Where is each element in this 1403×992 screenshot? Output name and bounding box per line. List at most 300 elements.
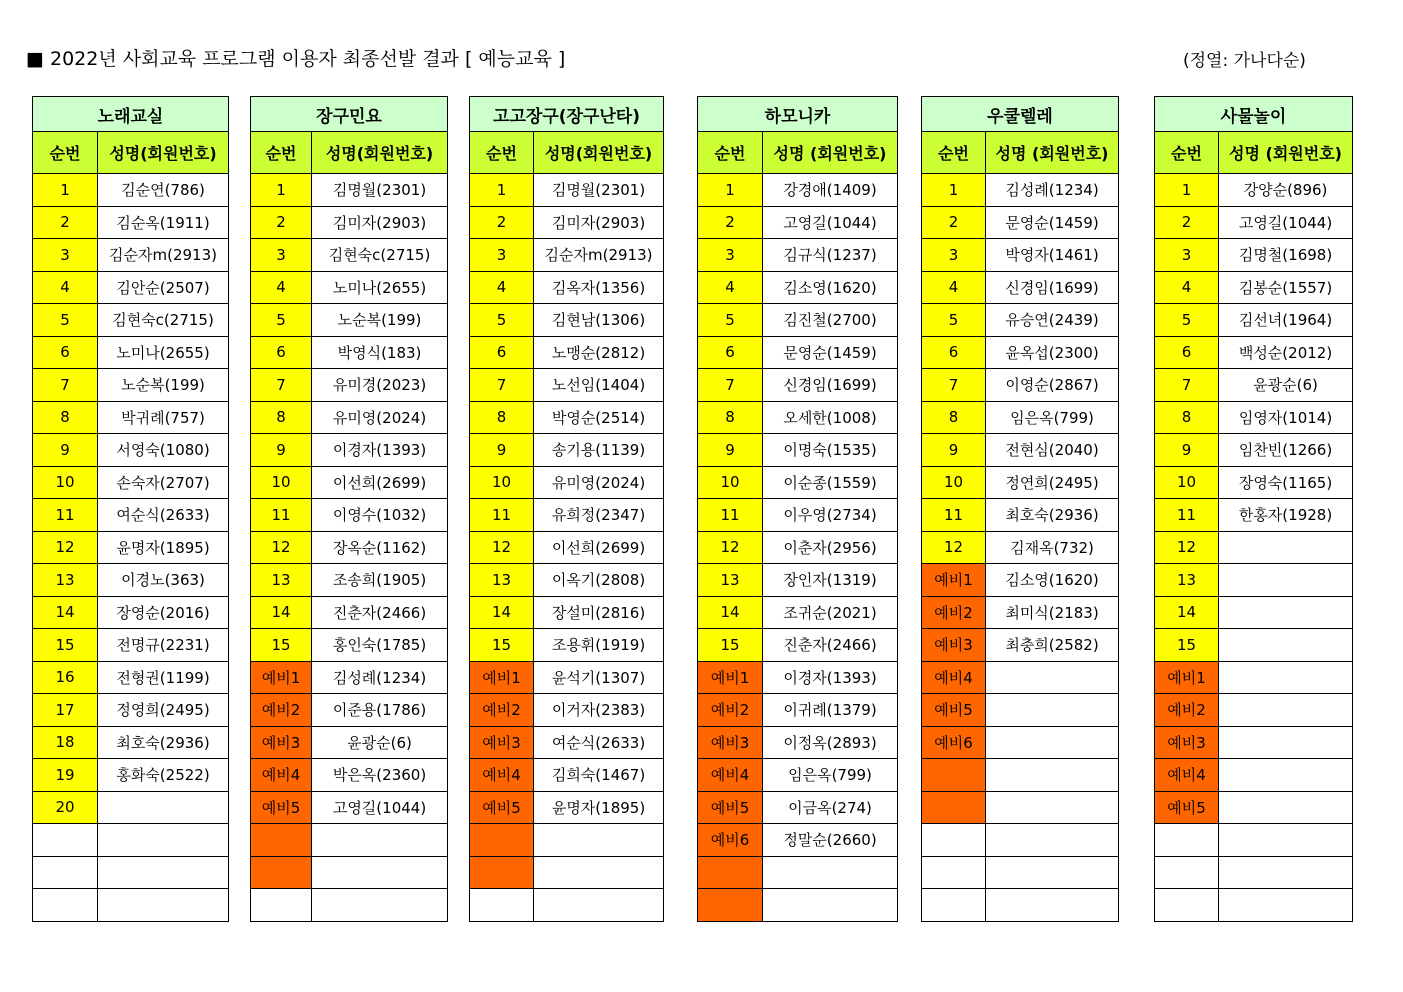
table-row [33, 791, 229, 824]
row-number: 6 [470, 336, 534, 369]
row-number: 예비2 [470, 694, 534, 727]
table-row [698, 564, 898, 597]
member-name: 김선녀(1964) [1219, 304, 1353, 337]
row-number: 13 [251, 564, 312, 597]
table-row [470, 531, 664, 564]
row-number: 7 [698, 369, 763, 402]
member-name: 전형권(1199) [98, 661, 229, 694]
table-row [698, 369, 898, 402]
table-row [698, 824, 898, 857]
table-row [1155, 271, 1353, 304]
table-row [251, 726, 448, 759]
member-name: 유미경(2023) [312, 369, 448, 402]
member-name: 신경임(1699) [986, 271, 1119, 304]
table-row [33, 271, 229, 304]
table-row [1155, 759, 1353, 792]
row-number: 9 [470, 434, 534, 467]
table-row [251, 271, 448, 304]
row-number: 4 [251, 271, 312, 304]
table-row [922, 336, 1119, 369]
member-name: 박귀례(757) [98, 401, 229, 434]
table-row [1155, 206, 1353, 239]
member-name: 강경애(1409) [763, 174, 898, 207]
member-name: 조송희(1905) [312, 564, 448, 597]
member-name: 김진철(2700) [763, 304, 898, 337]
row-number: 8 [922, 401, 986, 434]
member-name: 이영수(1032) [312, 499, 448, 532]
member-name: 김옥자(1356) [534, 271, 664, 304]
row-number [1155, 889, 1219, 922]
member-name: 임은옥(799) [986, 401, 1119, 434]
table-row [251, 206, 448, 239]
row-number: 8 [33, 401, 98, 434]
member-name [986, 661, 1119, 694]
row-number: 3 [470, 239, 534, 272]
member-name: 서영숙(1080) [98, 434, 229, 467]
table-row [1155, 629, 1353, 662]
row-number: 2 [470, 206, 534, 239]
member-name: 이영순(2867) [986, 369, 1119, 402]
row-number: 19 [33, 759, 98, 792]
row-number: 예비4 [698, 759, 763, 792]
row-number: 예비5 [251, 791, 312, 824]
row-number: 3 [251, 239, 312, 272]
table-row [698, 694, 898, 727]
row-number: 예비5 [1155, 791, 1219, 824]
member-name: 최미식(2183) [986, 596, 1119, 629]
row-number: 12 [251, 531, 312, 564]
row-number: 2 [698, 206, 763, 239]
row-number: 4 [1155, 271, 1219, 304]
table-row [251, 239, 448, 272]
member-name: 장설미(2816) [534, 596, 664, 629]
member-name: 정말순(2660) [763, 824, 898, 857]
member-name [986, 889, 1119, 922]
row-number: 9 [922, 434, 986, 467]
table-row [698, 531, 898, 564]
member-name: 이선희(2699) [534, 531, 664, 564]
table-row [922, 239, 1119, 272]
member-name [1219, 824, 1353, 857]
table-row [470, 434, 664, 467]
table-row [251, 694, 448, 727]
row-number: 11 [922, 499, 986, 532]
member-name: 김명월(2301) [534, 174, 664, 207]
row-number: 예비3 [470, 726, 534, 759]
row-number [1155, 856, 1219, 889]
member-name: 유희정(2347) [534, 499, 664, 532]
table-row [698, 401, 898, 434]
table-row [251, 791, 448, 824]
member-name [534, 889, 664, 922]
row-number: 예비3 [1155, 726, 1219, 759]
table-row [251, 369, 448, 402]
table-row [1155, 824, 1353, 857]
table-row [922, 434, 1119, 467]
row-number: 예비5 [698, 791, 763, 824]
member-name [98, 791, 229, 824]
table-row [251, 889, 448, 922]
table-row [251, 304, 448, 337]
table-row [698, 466, 898, 499]
row-number: 3 [1155, 239, 1219, 272]
member-name: 이명숙(1535) [763, 434, 898, 467]
member-name: 김규식(1237) [763, 239, 898, 272]
member-name: 노선임(1404) [534, 369, 664, 402]
table-row [33, 304, 229, 337]
row-number: 예비1 [1155, 661, 1219, 694]
row-number [1155, 824, 1219, 857]
table-row [1155, 694, 1353, 727]
member-name [986, 856, 1119, 889]
row-number: 15 [698, 629, 763, 662]
row-number: 5 [470, 304, 534, 337]
table-row [698, 889, 898, 922]
table-row [1155, 564, 1353, 597]
table-row [1155, 856, 1353, 889]
member-name: 윤명자(1895) [534, 791, 664, 824]
member-name: 김미자(2903) [534, 206, 664, 239]
table-row [33, 369, 229, 402]
row-number: 13 [1155, 564, 1219, 597]
member-name [312, 889, 448, 922]
member-name: 홍인숙(1785) [312, 629, 448, 662]
member-name [534, 856, 664, 889]
row-number: 10 [470, 466, 534, 499]
row-number: 2 [33, 206, 98, 239]
row-number [33, 824, 98, 857]
member-name [986, 824, 1119, 857]
member-name: 문영순(1459) [986, 206, 1119, 239]
member-name [1219, 596, 1353, 629]
member-name [986, 694, 1119, 727]
row-number: 6 [33, 336, 98, 369]
table-row [33, 499, 229, 532]
table-row [33, 759, 229, 792]
member-name: 전명규(2231) [98, 629, 229, 662]
member-name: 박은옥(2360) [312, 759, 448, 792]
row-number: 예비1 [470, 661, 534, 694]
member-name: 백성순(2012) [1219, 336, 1353, 369]
row-number [698, 889, 763, 922]
member-name: 김희숙(1467) [534, 759, 664, 792]
member-name: 윤명자(1895) [98, 531, 229, 564]
member-name: 김소영(1620) [763, 271, 898, 304]
row-number [251, 856, 312, 889]
member-name: 진춘자(2466) [312, 596, 448, 629]
column-header-name: 성명(회원번호) [534, 132, 664, 174]
row-number: 13 [33, 564, 98, 597]
row-number [922, 889, 986, 922]
member-name: 송기용(1139) [534, 434, 664, 467]
table-row [33, 856, 229, 889]
member-name [1219, 629, 1353, 662]
member-name: 윤석기(1307) [534, 661, 664, 694]
row-number: 13 [698, 564, 763, 597]
table-row [470, 694, 664, 727]
row-number: 14 [33, 596, 98, 629]
member-name: 이금옥(274) [763, 791, 898, 824]
column-header-name: 성명(회원번호) [98, 132, 229, 174]
table-row [922, 694, 1119, 727]
row-number [33, 889, 98, 922]
member-name [986, 759, 1119, 792]
table-row [698, 499, 898, 532]
member-name: 박영식(183) [312, 336, 448, 369]
table-row [470, 629, 664, 662]
table-title: 장구민요 [251, 97, 448, 132]
table-row [251, 174, 448, 207]
member-name [1219, 694, 1353, 727]
member-name: 조귀순(2021) [763, 596, 898, 629]
row-number: 10 [922, 466, 986, 499]
row-number: 예비1 [698, 661, 763, 694]
table-row [922, 174, 1119, 207]
member-name [1219, 889, 1353, 922]
row-number: 4 [698, 271, 763, 304]
member-name: 정영희(2495) [98, 694, 229, 727]
table-row [470, 564, 664, 597]
row-number: 4 [470, 271, 534, 304]
table-row [1155, 499, 1353, 532]
table-row [470, 304, 664, 337]
member-name [1219, 726, 1353, 759]
table-row [33, 336, 229, 369]
table-row [470, 726, 664, 759]
row-number: 7 [251, 369, 312, 402]
row-number: 8 [470, 401, 534, 434]
table-title: 하모니카 [698, 97, 898, 132]
member-name: 박영순(2514) [534, 401, 664, 434]
row-number: 11 [33, 499, 98, 532]
member-name: 전현심(2040) [986, 434, 1119, 467]
row-number: 예비4 [251, 759, 312, 792]
row-number: 예비6 [922, 726, 986, 759]
table-row [33, 531, 229, 564]
row-number [922, 759, 986, 792]
table-row [698, 304, 898, 337]
member-name: 김순자m(2913) [98, 239, 229, 272]
row-number: 12 [470, 531, 534, 564]
row-number: 예비2 [698, 694, 763, 727]
row-number: 4 [922, 271, 986, 304]
member-name: 김소영(1620) [986, 564, 1119, 597]
column-header-number: 순번 [470, 132, 534, 174]
table-row [33, 629, 229, 662]
table-row [1155, 369, 1353, 402]
row-number: 10 [251, 466, 312, 499]
table-row [33, 694, 229, 727]
table-row [1155, 336, 1353, 369]
table-row [470, 824, 664, 857]
table-row [1155, 466, 1353, 499]
table-row [922, 856, 1119, 889]
table-row [1155, 661, 1353, 694]
row-number [922, 791, 986, 824]
member-name: 유미영(2024) [534, 466, 664, 499]
table-row [33, 726, 229, 759]
member-name: 이경노(363) [98, 564, 229, 597]
member-name: 정연희(2495) [986, 466, 1119, 499]
row-number: 1 [1155, 174, 1219, 207]
table-janggu-folk [250, 96, 448, 922]
member-name: 강양순(896) [1219, 174, 1353, 207]
table-gogo-janggu [469, 96, 664, 922]
row-number: 12 [33, 531, 98, 564]
table-row [470, 206, 664, 239]
table-row [1155, 174, 1353, 207]
table-row [33, 401, 229, 434]
column-header-name: 성명(회원번호) [312, 132, 448, 174]
row-number: 20 [33, 791, 98, 824]
row-number: 17 [33, 694, 98, 727]
row-number: 15 [251, 629, 312, 662]
member-name: 최충희(2582) [986, 629, 1119, 662]
member-name [763, 856, 898, 889]
table-row [1155, 726, 1353, 759]
row-number: 9 [698, 434, 763, 467]
row-number: 예비2 [922, 596, 986, 629]
row-number: 6 [251, 336, 312, 369]
member-name: 고영길(1044) [312, 791, 448, 824]
member-name: 김성례(1234) [986, 174, 1119, 207]
table-row [251, 856, 448, 889]
member-name [1219, 531, 1353, 564]
row-number: 1 [251, 174, 312, 207]
table-row [251, 661, 448, 694]
member-name: 김순자m(2913) [534, 239, 664, 272]
row-number: 10 [1155, 466, 1219, 499]
table-row [922, 889, 1119, 922]
table-row [1155, 434, 1353, 467]
table-title: 노래교실 [33, 97, 229, 132]
row-number: 13 [470, 564, 534, 597]
table-row [470, 369, 664, 402]
member-name: 고영길(1044) [1219, 206, 1353, 239]
member-name: 신경임(1699) [763, 369, 898, 402]
member-name: 노미나(2655) [98, 336, 229, 369]
table-singing-class [32, 96, 229, 922]
table-row [922, 466, 1119, 499]
row-number [698, 856, 763, 889]
member-name: 노순복(199) [98, 369, 229, 402]
member-name: 이준용(1786) [312, 694, 448, 727]
row-number: 예비5 [470, 791, 534, 824]
member-name: 노순복(199) [312, 304, 448, 337]
row-number: 18 [33, 726, 98, 759]
member-name: 이우영(2734) [763, 499, 898, 532]
member-name: 김현숙c(2715) [98, 304, 229, 337]
column-header-name: 성명 (회원번호) [986, 132, 1119, 174]
table-row [922, 499, 1119, 532]
member-name: 고영길(1044) [763, 206, 898, 239]
member-name: 장영순(2016) [98, 596, 229, 629]
row-number: 11 [251, 499, 312, 532]
row-number: 예비3 [251, 726, 312, 759]
row-number: 11 [470, 499, 534, 532]
table-row [698, 174, 898, 207]
table-row [251, 336, 448, 369]
table-harmonica [697, 96, 898, 922]
row-number: 7 [470, 369, 534, 402]
row-number: 예비2 [251, 694, 312, 727]
row-number: 8 [698, 401, 763, 434]
table-row [470, 174, 664, 207]
row-number [251, 824, 312, 857]
table-row [33, 596, 229, 629]
row-number: 3 [698, 239, 763, 272]
member-name: 김안순(2507) [98, 271, 229, 304]
row-number: 4 [33, 271, 98, 304]
row-number: 2 [922, 206, 986, 239]
column-header-number: 순번 [1155, 132, 1219, 174]
row-number: 7 [33, 369, 98, 402]
row-number: 14 [1155, 596, 1219, 629]
row-number: 9 [33, 434, 98, 467]
table-row [922, 271, 1119, 304]
row-number [33, 856, 98, 889]
member-name: 여순식(2633) [534, 726, 664, 759]
row-number: 14 [251, 596, 312, 629]
table-row [33, 434, 229, 467]
row-number: 8 [251, 401, 312, 434]
row-number: 예비4 [922, 661, 986, 694]
table-ukulele [921, 96, 1119, 922]
table-row [470, 791, 664, 824]
row-number: 예비1 [251, 661, 312, 694]
table-row [251, 629, 448, 662]
table-row [251, 531, 448, 564]
table-row [251, 564, 448, 597]
row-number: 1 [470, 174, 534, 207]
table-row [698, 759, 898, 792]
member-name: 홍화숙(2522) [98, 759, 229, 792]
table-row [1155, 304, 1353, 337]
member-name [986, 726, 1119, 759]
member-name: 손숙자(2707) [98, 466, 229, 499]
row-number: 8 [1155, 401, 1219, 434]
row-number: 5 [698, 304, 763, 337]
table-row [33, 466, 229, 499]
table-row [251, 434, 448, 467]
table-row [470, 401, 664, 434]
table-row [33, 239, 229, 272]
member-name [534, 824, 664, 857]
member-name [1219, 661, 1353, 694]
member-name: 한홍자(1928) [1219, 499, 1353, 532]
member-name [312, 824, 448, 857]
member-name: 여순식(2633) [98, 499, 229, 532]
table-row [470, 596, 664, 629]
member-name: 장옥순(1162) [312, 531, 448, 564]
row-number: 14 [470, 596, 534, 629]
table-row [698, 726, 898, 759]
table-row [698, 629, 898, 662]
row-number [251, 889, 312, 922]
member-name: 이경자(1393) [763, 661, 898, 694]
table-row [33, 824, 229, 857]
row-number: 7 [1155, 369, 1219, 402]
table-row [470, 239, 664, 272]
member-name: 노맹순(2812) [534, 336, 664, 369]
row-number: 6 [1155, 336, 1219, 369]
member-name: 윤광순(6) [1219, 369, 1353, 402]
column-header-number: 순번 [922, 132, 986, 174]
table-samulnori [1154, 96, 1353, 922]
table-row [922, 531, 1119, 564]
member-name: 김명월(2301) [312, 174, 448, 207]
row-number: 6 [922, 336, 986, 369]
